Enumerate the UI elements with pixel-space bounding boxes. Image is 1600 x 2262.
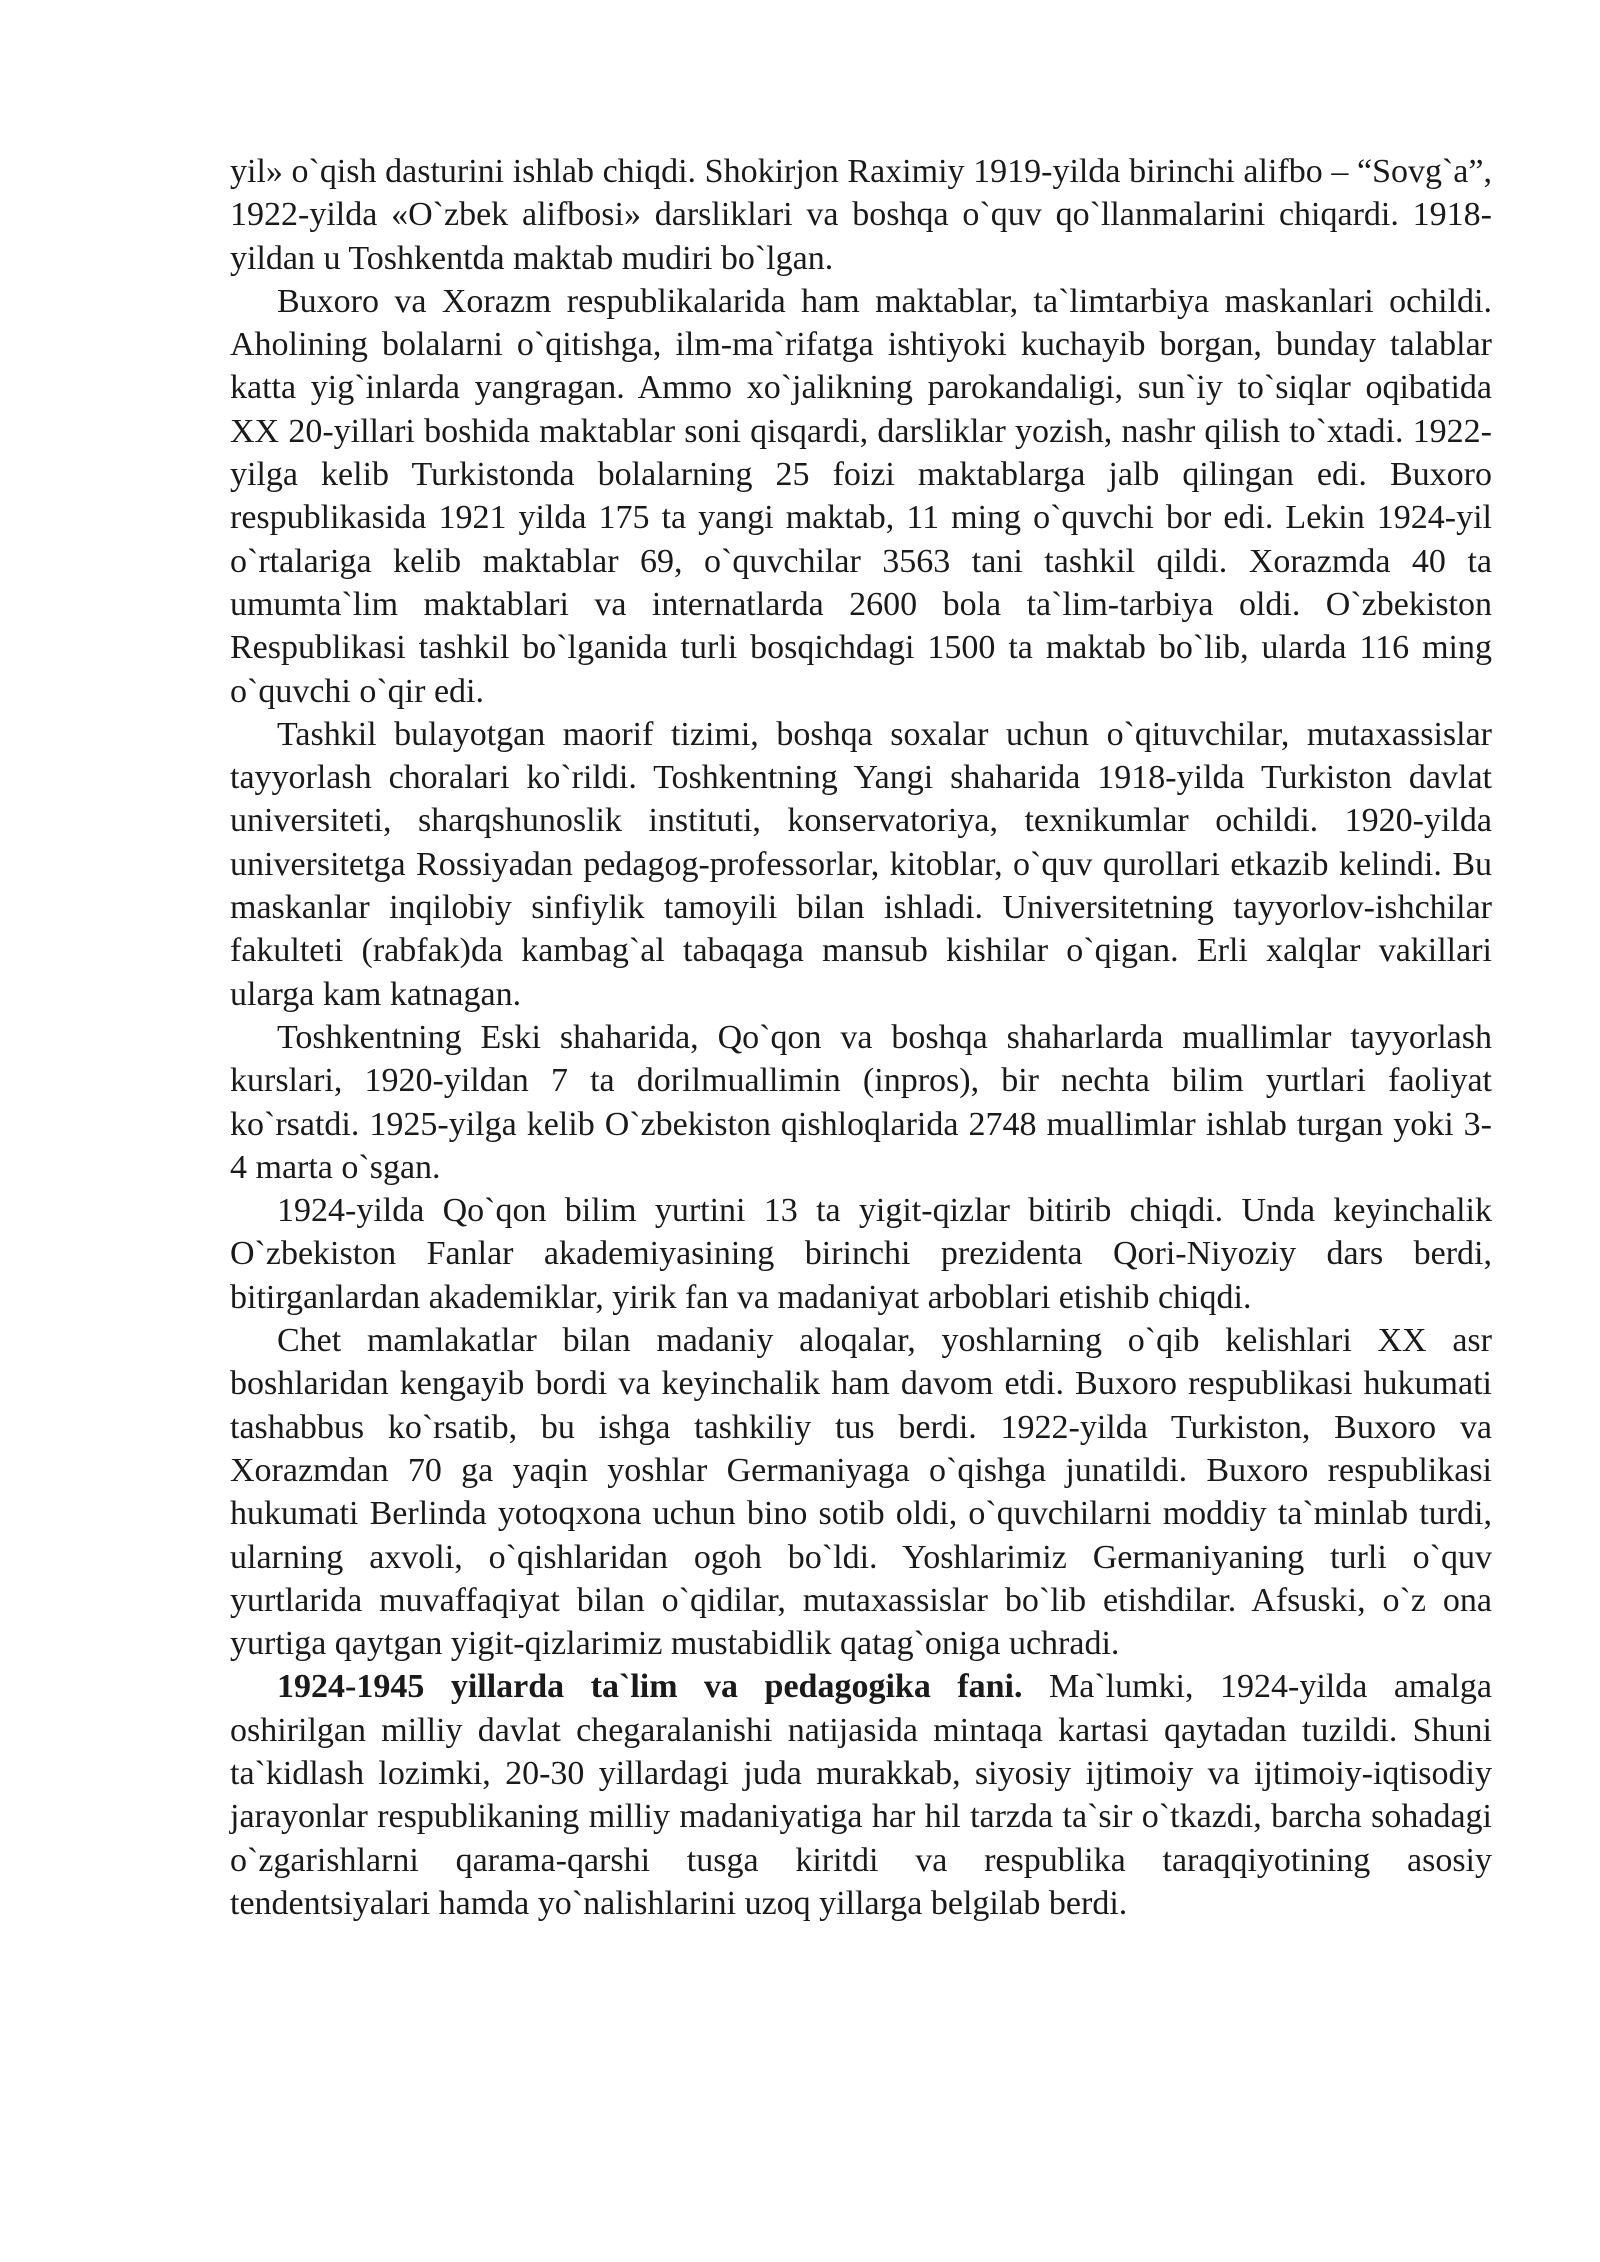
paragraph: Toshkentning Eski shaharida, Qo`qon va boshqa shaharlarda muallimlar tayyorlash kurslari, 1920-yildan 7 ta dorilmuallimin (inpros), bir nechta bilim yurtlari faoliyat ko`rsatdi. 1925-yilga kelib O`zbekiston qishloqlarida 2748 muallimlar ishlab turgan yoki 3-4 marta o`sgan. — [230, 1018, 1492, 1186]
paragraph: 1924-yilda Qo`qon bilim yurtini 13 ta yigit-qizlar bitirib chiqdi. Unda keyinchalik O`zbekiston Fanlar akademiyasining birinchi prezidenta Qori-Niyoziy dars berdi, bitirganlardan akademiklar, yirik fan va madaniyat arboblari etishib chiqdi. — [230, 1192, 1492, 1316]
section-paragraph — [230, 1665, 1492, 1925]
paragraph: Buxoro va Xorazm respublikalarida ham maktablar, ta`limtarbiya maskanlari ochildi. Aholining bolalarni o`qitishga, ilm-ma`rifatga ishtiyoki kuchayib borgan, bunday talablar katta yig`inlarda yangragan. Ammo xo`jalikning parokandaligi, sun`iy to`siqlar oqibatida XX 20-yillari boshida maktablar soni qisqardi, darsliklar yozish, nashr qilish to`xtadi. 1922-yilga kelib Turkistonda bolalarning 25 foizi maktablarga jalb qilingan edi. Buxoro respublikasida 1921 yilda 175 ta yangi maktab, 11 ming o`quvchi bor edi. Lekin 1924-yil o`rtalariga kelib maktablar 69, o`quvchilar 3563 tani tashkil qildi. Xorazmda 40 ta umumta`lim maktablari va internatlarda 2600 bola ta`lim-tarbiya oldi. O`zbekiston Respublikasi tashkil bo`lganida turli bosqichdagi 1500 ta maktab bo`lib, ularda 116 ming o`quvchi o`qir edi. — [230, 282, 1492, 710]
paragraph: Chet mamlakatlar bilan madaniy aloqalar, yoshlarning o`qib kelishlari XX asr boshlaridan kengayib bordi va keyinchalik ham davom etdi. Buxoro respublikasi hukumati tashabbus ko`rsatib, bu ishga tashkiliy tus berdi. 1922-yilda Turkiston, Buxoro va Xorazmdan 70 ga yaqin yoshlar Germaniyaga o`qishga junatildi. Buxoro respublikasi hukumati Berlinda yotoqxona uchun bino sotib oldi, o`quvchilarni moddiy ta`minlab turdi, ularning axvoli, o`qishlaridan ogoh bo`ldi. Yoshlarimiz Germaniyaning turli o`quv yurtlarida muvaffaqiyat bilan o`qidilar, mutaxassislar bo`lib etishdilar. Afsuski, o`z ona yurtiga qaytgan yigit-qizlarimiz mustabidlik qatag`oniga uchradi. — [230, 1322, 1492, 1663]
section-body: Ma`lumki, 1924-yilda amalga oshirilgan milliy davlat chegaralanishi natijasida mintaqa kartasi qaytadan tuzildi. Shuni ta`kidlash lozimki, 20-30 yillardagi juda murakkab, siyosiy ijtimoiy va ijtimoiy-iqtisodiy jarayonlar respublikaning milliy madaniyatiga har hil tarzda ta`sir o`tkazdi, barcha sohadagi o`zgarishlarni qarama-qarshi tusga kiritdi va respublika taraqqiyotining asosiy tendentsiyalari hamda yo`nalishlarini uzoq yillarga belgilab berdi. — [230, 1668, 1492, 1922]
paragraph: Tashkil bulayotgan maorif tizimi, boshqa soxalar uchun o`qituvchilar, mutaxassislar tayyorlash choralari ko`rildi. Toshkentning Yangi shaharida 1918-yilda Turkiston davlat universiteti, sharqshunoslik instituti, konservatoriya, texnikumlar ochildi. 1920-yilda universitetga Rossiyadan pedagog-professorlar, kitoblar, o`quv qurollari etkazib kelindi. Bu maskanlar inqilobiy sinfiylik tamoyili bilan ishladi. Universitetning tayyorlov-ishchilar fakulteti (rabfak)da kambag`al tabaqaga mansub kishilar o`qigan. Erli xalqlar vakillari ularga kam katnagan. — [230, 715, 1492, 1013]
document-page — [230, 150, 1492, 1925]
paragraph: yil» o`qish dasturini ishlab chiqdi. Shokirjon Raximiy 1919-yilda birinchi alifbo – “Sovg`a”, 1922-yilda «O`zbek alifbosi» darsliklari va boshqa o`quv qo`llanmalarini chiqardi. 1918-yildan u Toshkentda maktab mudiri bo`lgan. — [230, 153, 1492, 277]
section-heading: 1924-1945 yillarda ta`lim va pedagogika fani. — [277, 1668, 1023, 1706]
